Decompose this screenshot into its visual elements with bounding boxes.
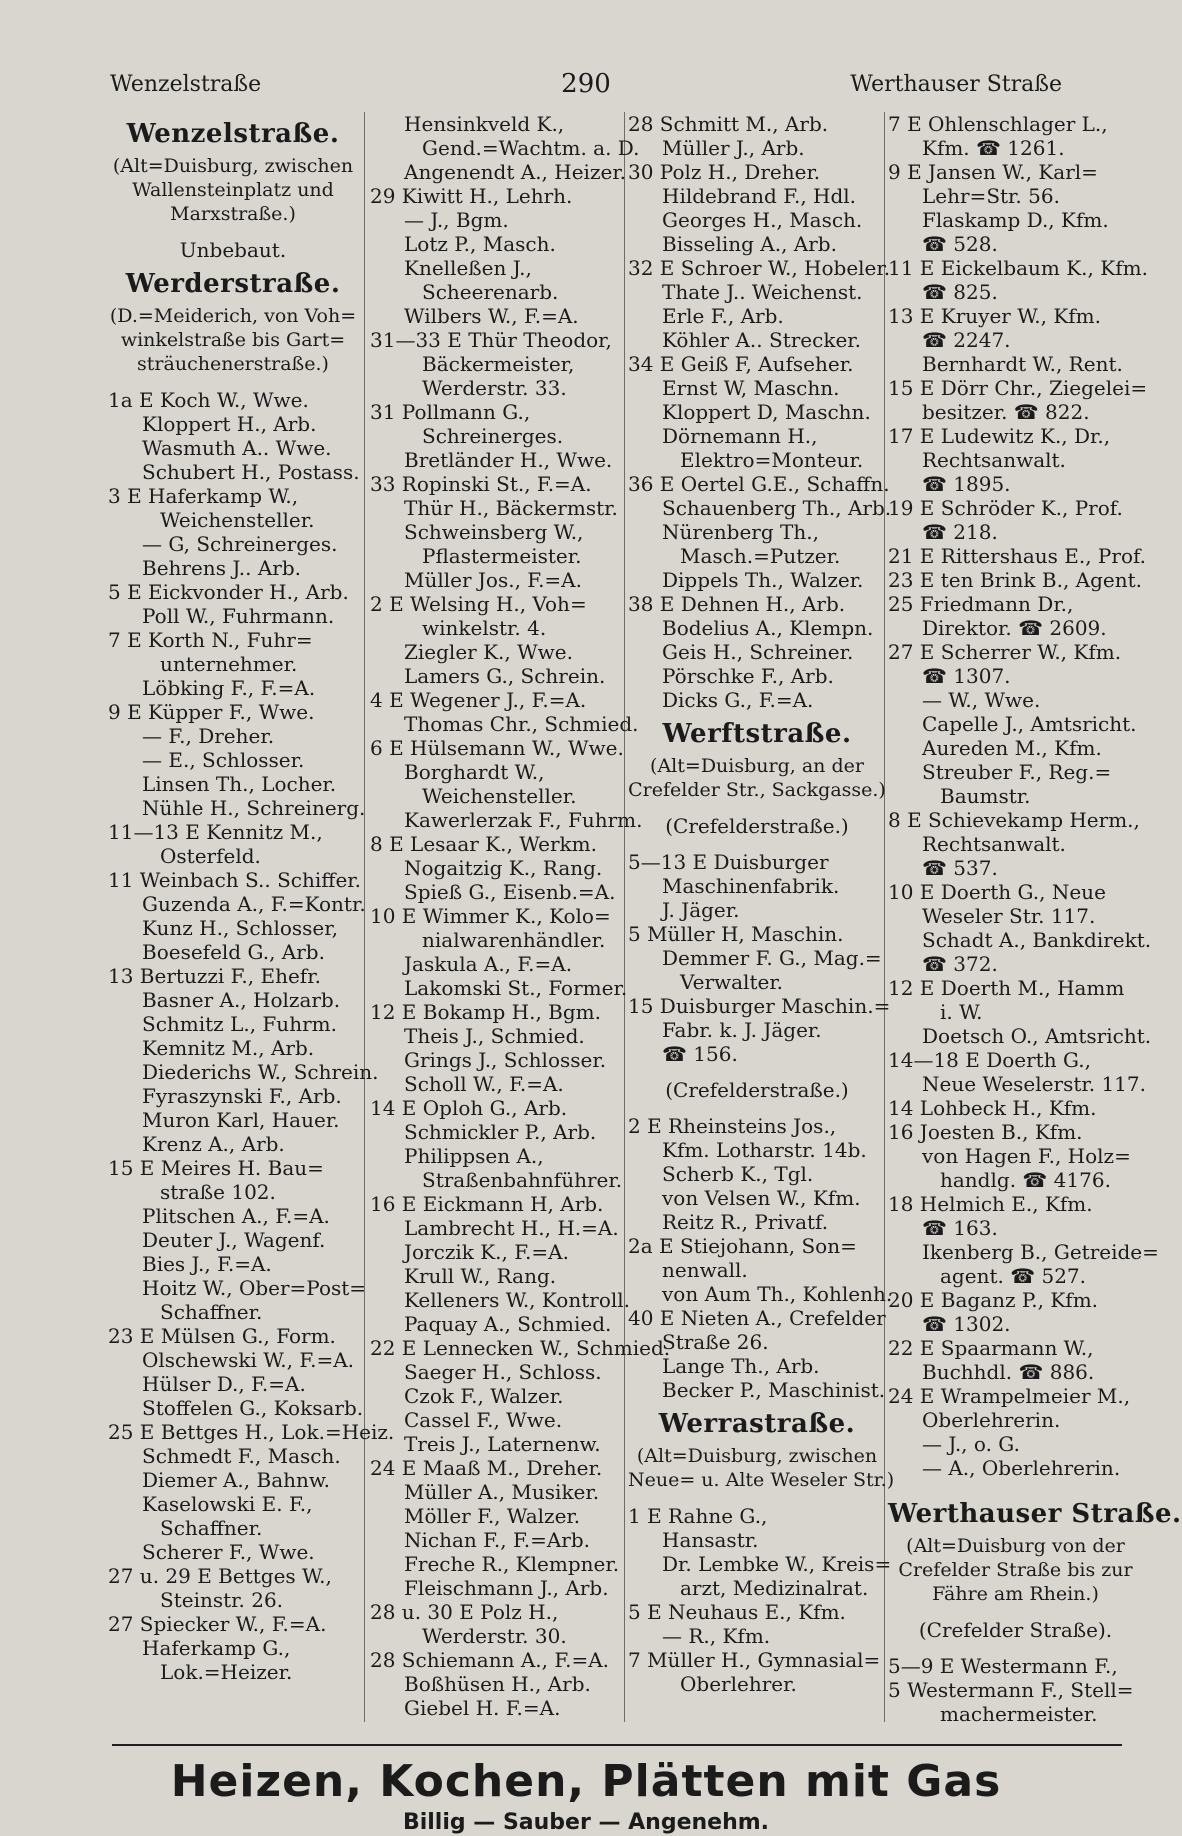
spacer (628, 1102, 886, 1114)
directory-entry: machermeister. (940, 1702, 1098, 1726)
directory-entry: Theis J., Schmied. (404, 1024, 585, 1048)
directory-entry: Kemnitz M., Arb. (142, 1036, 315, 1060)
directory-entry: Hansastr. (662, 1528, 759, 1552)
directory-entry: Bretländer H., Wwe. (404, 448, 613, 472)
directory-entry: 10 E Wimmer K., Kolo= (370, 904, 611, 928)
directory-entry: 2 E Rheinsteins Jos., (628, 1114, 837, 1138)
directory-entry: Lotz P., Masch. (404, 232, 556, 256)
directory-entry: Cassel F., Wwe. (404, 1408, 563, 1432)
directory-entry: 5—9 E Westermann F., (888, 1654, 1118, 1678)
header-left: Wenzelstraße (110, 71, 262, 97)
directory-entry: Weichensteller. (422, 784, 577, 808)
directory-entry: Bäckermeister, (422, 352, 575, 376)
directory-entry: Kawerlerzak F., Fuhrm. (404, 808, 643, 832)
directory-entry: — J., o. G. (922, 1432, 1020, 1456)
directory-entry: 3 E Haferkamp W., (108, 484, 299, 508)
directory-entry: 9 E Küpper F., Wwe. (108, 700, 315, 724)
directory-entry: besitzer. ☎ 822. (922, 400, 1090, 424)
directory-entry: Nichan F., F.=Arb. (404, 1528, 591, 1552)
directory-entry: 16 E Eickmann H, Arb. (370, 1192, 604, 1216)
directory-entry: Weseler Str. 117. (922, 904, 1096, 928)
directory-entry: Dörnemann H., (662, 424, 818, 448)
directory-entry: nenwall. (662, 1258, 748, 1282)
directory-entry: Osterfeld. (160, 844, 261, 868)
directory-entry: 21 E Rittershaus E., Prof. (888, 544, 1147, 568)
directory-entry: Kunz H., Schlosser, (142, 916, 338, 940)
directory-entry: arzt, Medizinalrat. (680, 1576, 869, 1600)
street-heading: Werderstraße. (125, 269, 341, 299)
directory-entry: Geis H., Schreiner. (662, 640, 854, 664)
directory-entry: 34 E Geiß F, Aufseher. (628, 352, 854, 376)
directory-entry: 33 Ropinski St., F.=A. (370, 472, 592, 496)
directory-entry: Grings J., Schlosser. (404, 1048, 607, 1072)
directory-entry: 17 E Ludewitz K., Dr., (888, 424, 1111, 448)
directory-entry: Erle F., Arb. (662, 304, 784, 328)
directory-entry: 1a E Koch W., Wwe. (108, 388, 309, 412)
street-note: Crefelder Str., Sackgasse.) (628, 779, 886, 801)
directory-entry: Jaskula A., F.=A. (404, 952, 573, 976)
directory-entry: Schmedt F., Masch. (142, 1444, 341, 1468)
advert-slogan: Billig — Sauber — Angenehm. (402, 1810, 770, 1835)
directory-entry: ☎ 825. (922, 280, 998, 304)
street-heading: Werftstraße. (662, 719, 852, 749)
directory-entry: Thate J.. Weichenst. (662, 280, 863, 304)
directory-entry: Boßhüsen H., Arb. (404, 1672, 591, 1696)
directory-entry: Reitz R., Privatf. (662, 1210, 829, 1234)
directory-entry: — W., Wwe. (922, 688, 1041, 712)
directory-entry: Müller J., Arb. (662, 136, 805, 160)
street-note: Crefelder Straße bis zur (898, 1559, 1133, 1581)
directory-entry: Werderstr. 30. (422, 1624, 567, 1648)
directory-entry: Wasmuth A.. Wwe. (142, 436, 332, 460)
directory-entry: Ziegler K., Wwe. (404, 640, 573, 664)
directory-entry: Nürenberg Th., (662, 520, 819, 544)
directory-entry: Georges H., Masch. (662, 208, 863, 232)
directory-entry: 15 Duisburger Maschin.= (628, 994, 891, 1018)
directory-entry: Philippsen A., (404, 1144, 544, 1168)
directory-entry: 29 Kiwitt H., Lehrh. (370, 184, 573, 208)
directory-entry: Bodelius A., Klempn. (662, 616, 874, 640)
directory-entry: Pörschke F., Arb. (662, 664, 834, 688)
directory-entry: 22 E Spaarmann W., (888, 1336, 1094, 1360)
directory-entry: 31—33 E Thür Theodor, (370, 328, 612, 352)
street-note: Wallensteinplatz und (132, 179, 334, 201)
directory-entry: Muron Karl, Hauer. (142, 1108, 340, 1132)
directory-entry: Werderstr. 33. (422, 376, 567, 400)
directory-entry: Jorczik K., F.=A. (404, 1240, 569, 1264)
directory-entry: Kloppert H., Arb. (142, 412, 317, 436)
section-label: (Crefelder Straße). (918, 1618, 1113, 1642)
directory-entry: Lambrecht H., H.=A. (404, 1216, 619, 1240)
directory-entry: Guzenda A., F.=Kontr. (142, 892, 366, 916)
directory-entry: 10 E Doerth G., Neue (888, 880, 1106, 904)
directory-entry: J. Jäger. (662, 898, 740, 922)
directory-entry: agent. ☎ 527. (940, 1264, 1086, 1288)
directory-entry: 24 E Maaß M., Dreher. (370, 1456, 603, 1480)
directory-entry: Scherer F., Wwe. (142, 1540, 315, 1564)
directory-entry: Verwalter. (680, 970, 784, 994)
directory-entry: 16 Joesten B., Kfm. (888, 1120, 1083, 1144)
spacer (888, 1480, 1143, 1492)
directory-entry: 25 E Bettges H., Lok.=Heiz. (108, 1420, 395, 1444)
directory-entry: Kaselowski E. F., (142, 1492, 313, 1516)
street-heading: Werrastraße. (658, 1409, 856, 1439)
directory-entry: Schauenberg Th., Arb. (662, 496, 892, 520)
page-header (110, 64, 1062, 104)
directory-entry: Straßenbahnführer. (422, 1168, 623, 1192)
directory-entry: Linsen Th., Locher. (142, 772, 337, 796)
directory-entry: 14—18 E Doerth G., (888, 1048, 1091, 1072)
directory-entry: 25 Friedmann Dr., (888, 592, 1074, 616)
column-4 (888, 112, 1182, 1732)
directory-entry: 11 E Eickelbaum K., Kfm. (888, 256, 1148, 280)
directory-entry: Lakomski St., Former. (404, 976, 628, 1000)
directory-entry: Weichensteller. (160, 508, 315, 532)
header-right: Werthauser Straße (850, 71, 1062, 97)
directory-entry: 23 E Mülsen G., Form. (108, 1324, 336, 1348)
spacer (628, 802, 886, 814)
directory-entry: Rechtsanwalt. (922, 832, 1066, 856)
directory-entry: Baumstr. (940, 784, 1031, 808)
directory-entry: Stoffelen G., Koksarb. (142, 1396, 364, 1420)
directory-entry: Hülser D., F.=A. (142, 1372, 306, 1396)
directory-entry: 7 Müller H., Gymnasial= (628, 1648, 881, 1672)
directory-entry: Giebel H. F.=A. (404, 1696, 561, 1720)
directory-entry: Schreinerges. (422, 424, 564, 448)
directory-entry: 31 Pollmann G., (370, 400, 531, 424)
directory-entry: Ikenberg B., Getreide= (922, 1240, 1159, 1264)
directory-entry: ☎ 537. (922, 856, 998, 880)
directory-entry: 22 E Lennecken W., Schmied. (370, 1336, 671, 1360)
directory-entry: 5 E Eickvonder H., Arb. (108, 580, 349, 604)
directory-entry: ☎ 156. (662, 1042, 738, 1066)
directory-entry: Pflastermeister. (422, 544, 582, 568)
directory-entry: Spieß G., Eisenb.=A. (404, 880, 616, 904)
directory-entry: 28 Schiemann A., F.=A. (370, 1648, 610, 1672)
directory-entry: von Hagen F., Holz= (922, 1144, 1131, 1168)
directory-entry: 5—13 E Duisburger (628, 850, 829, 874)
directory-entry: ☎ 1307. (922, 664, 1011, 688)
directory-entry: Scheerenarb. (422, 280, 559, 304)
directory-entry: Lamers G., Schrein. (404, 664, 606, 688)
directory-entry: Schweinsberg W., (404, 520, 584, 544)
directory-entry: Buchhdl. ☎ 886. (922, 1360, 1095, 1384)
directory-entry: Diederichs W., Schrein. (142, 1060, 379, 1084)
advert-rule (112, 1744, 1122, 1746)
street-note: (Alt=Duisburg, zwischen (112, 155, 354, 177)
directory-entry: 14 E Oploh G., Arb. (370, 1096, 568, 1120)
directory-entry: Plitschen A., F.=A. (142, 1204, 330, 1228)
directory-entry: Masch.=Putzer. (680, 544, 841, 568)
street-heading: Werthauser Straße. (888, 1499, 1182, 1529)
directory-entry: Steinstr. 26. (160, 1588, 284, 1612)
directory-entry: ☎ 372. (922, 952, 998, 976)
directory-entry: Behrens J.. Arb. (142, 556, 302, 580)
directory-entry: 12 E Doerth M., Hamm (888, 976, 1125, 1000)
directory-entry: Nogaitzig K., Rang. (404, 856, 603, 880)
directory-entry: Krenz A., Arb. (142, 1132, 285, 1156)
directory-entry: Schubert H., Postass. (142, 460, 360, 484)
street-note: (Alt=Duisburg, zwischen (636, 1445, 878, 1467)
directory-entry: Lok.=Heizer. (160, 1660, 293, 1684)
directory-entry: Dicks G., F.=A. (662, 688, 814, 712)
directory-entry: i. W. (940, 1000, 983, 1024)
directory-entry: Fleischmann J., Arb. (404, 1576, 609, 1600)
directory-entry: 28 u. 30 E Polz H., (370, 1600, 559, 1624)
street-note: (Alt=Duisburg, an der (650, 755, 864, 777)
directory-entry: Boesefeld G., Arb. (142, 940, 325, 964)
directory-entry: Deuter J., Wagenf. (142, 1228, 326, 1252)
directory-entry: unternehmer. (160, 652, 298, 676)
directory-entry: Maschinenfabrik. (662, 874, 840, 898)
directory-entry: — J., Bgm. (404, 208, 509, 232)
directory-entry: 8 E Schievekamp Herm., (888, 808, 1140, 832)
directory-entry: 13 E Kruyer W., Kfm. (888, 304, 1101, 328)
directory-entry: Krull W., Rang. (404, 1264, 557, 1288)
directory-entry: Oberlehrer. (680, 1672, 797, 1696)
directory-entry: — A., Oberlehrerin. (922, 1456, 1121, 1480)
directory-entry: Neue Weselerstr. 117. (922, 1072, 1146, 1096)
spacer (628, 1066, 886, 1078)
page-number: 290 (561, 69, 611, 99)
directory-entry: Saeger H., Schloss. (404, 1360, 602, 1384)
directory-entry: 23 E ten Brink B., Agent. (888, 568, 1143, 592)
street-note: (D.=Meiderich, von Voh= (109, 305, 357, 327)
directory-entry: 20 E Baganz P., Kfm. (888, 1288, 1099, 1312)
advert-headline: Heizen, Kochen, Plätten mit Gas (170, 1756, 1002, 1807)
directory-entry: Schaffner. (160, 1516, 263, 1540)
directory-entry: Direktor. ☎ 2609. (922, 616, 1107, 640)
directory-entry: Hensinkveld K., (404, 112, 565, 136)
street-note: Neue= u. Alte Weseler Str.) (628, 1469, 895, 1491)
directory-entry: ☎ 2247. (922, 328, 1011, 352)
directory-entry: Hildebrand F., Hdl. (662, 184, 857, 208)
directory-entry: 5 E Neuhaus E., Kfm. (628, 1600, 846, 1624)
directory-entry: Köhler A.. Strecker. (662, 328, 862, 352)
directory-entry: Knelleßen J., (404, 256, 532, 280)
directory-entry: Lehr=Str. 56. (922, 184, 1060, 208)
directory-entry: 2a E Stiejohann, Son= (628, 1234, 857, 1258)
directory-entry: 15 E Dörr Chr., Ziegelei= (888, 376, 1148, 400)
directory-entry: 11—13 E Kennitz M., (108, 820, 323, 844)
directory-entry: Müller A., Musiker. (404, 1480, 600, 1504)
directory-entry: Bisseling A., Arb. (662, 232, 837, 256)
directory-entry: von Aum Th., Kohlenh. (662, 1282, 893, 1306)
directory-entry: Poll W., Fuhrmann. (142, 604, 335, 628)
directory-entry: Capelle J., Amtsricht. (922, 712, 1137, 736)
directory-entry: 6 E Hülsemann W., Wwe. (370, 736, 624, 760)
directory-entry: ☎ 163. (922, 1216, 998, 1240)
directory-entry: 4 E Wegener J., F.=A. (370, 688, 587, 712)
column-3 (628, 112, 895, 1732)
directory-entry: 27 Spiecker W., F.=A. (108, 1612, 327, 1636)
directory-entry: 8 E Lesaar K., Werkm. (370, 832, 597, 856)
directory-entry: Paquay A., Schmied. (404, 1312, 612, 1336)
directory-entry: 18 Helmich E., Kfm. (888, 1192, 1093, 1216)
directory-entry: 11 Weinbach S.. Schiffer. (108, 868, 362, 892)
directory-entry: Straße 26. (662, 1330, 769, 1354)
column-2 (370, 112, 671, 1732)
section-label: (Crefelderstraße.) (665, 1078, 849, 1102)
spacer (108, 226, 358, 238)
directory-entry: Freche R., Klempner. (404, 1552, 620, 1576)
directory-entry: — F., Dreher. (142, 724, 275, 748)
directory-entry: 24 E Wrampelmeier M., (888, 1384, 1131, 1408)
directory-entry: Czok F., Walzer. (404, 1384, 564, 1408)
directory-entry: Elektro=Monteur. (680, 448, 864, 472)
directory-entry: Scholl W., F.=A. (404, 1072, 564, 1096)
directory-entry: Lange Th., Arb. (662, 1354, 820, 1378)
spacer (108, 376, 358, 388)
directory-entry: — R., Kfm. (662, 1624, 771, 1648)
spacer (628, 1492, 886, 1504)
directory-entry: Schmitz L., Fuhrm. (142, 1012, 337, 1036)
directory-entry: ☎ 528. (922, 232, 998, 256)
directory-entry: 1 E Rahne G., (628, 1504, 768, 1528)
street-heading: Wenzelstraße. (126, 119, 340, 149)
directory-entry: 9 E Jansen W., Karl= (888, 160, 1098, 184)
directory-entry: 12 E Bokamp H., Bgm. (370, 1000, 602, 1024)
directory-entry: Möller F., Walzer. (404, 1504, 581, 1528)
street-note: (Alt=Duisburg von der (906, 1535, 1125, 1557)
directory-entry: Doetsch O., Amtsricht. (922, 1024, 1152, 1048)
spacer (888, 1642, 1143, 1654)
directory-entry: Schmickler P., Arb. (404, 1120, 597, 1144)
directory-entry: 30 Polz H., Dreher. (628, 160, 821, 184)
spacer (888, 1606, 1143, 1618)
directory-entry: 7 E Ohlenschlager L., (888, 112, 1108, 136)
directory-entry: Kloppert D, Maschn. (662, 400, 871, 424)
directory-entry: Diemer A., Bahnw. (142, 1468, 330, 1492)
directory-entry: Kfm. Lotharstr. 14b. (662, 1138, 867, 1162)
directory-entry: 5 Westermann F., Stell= (888, 1678, 1134, 1702)
directory-entry: Aureden M., Kfm. (922, 736, 1102, 760)
directory-entry: Schaffner. (160, 1300, 263, 1324)
directory-entry: Streuber F., Reg.= (922, 760, 1112, 784)
directory-entry: Basner A., Holzarb. (142, 988, 341, 1012)
street-note: Marxstraße.) (170, 203, 296, 225)
directory-entry: Kfm. ☎ 1261. (922, 136, 1065, 160)
directory-entry: ☎ 218. (922, 520, 998, 544)
street-note: sträuchenerstraße.) (137, 353, 329, 375)
directory-entry: Oberlehrerin. (922, 1408, 1061, 1432)
directory-entry: 15 E Meires H. Bau= (108, 1156, 324, 1180)
directory-entry: — E., Schlosser. (142, 748, 305, 772)
directory-entry: 5 Müller H, Maschin. (628, 922, 844, 946)
directory-entry: Becker P., Maschinist. (662, 1378, 886, 1402)
directory-entry: 32 E Schroer W., Hobeler. (628, 256, 891, 280)
directory-entry: Haferkamp G., (142, 1636, 291, 1660)
directory-entry: Kelleners W., Kontroll. (404, 1288, 631, 1312)
directory-entry: Angenendt A., Heizer. (404, 160, 627, 184)
directory-entry: Hoitz W., Ober=Post= (142, 1276, 367, 1300)
directory-entry: Dr. Lembke W., Kreis= (662, 1552, 892, 1576)
directory-entry: Treis J., Laternenw. (404, 1432, 601, 1456)
section-label: (Crefelderstraße.) (665, 814, 849, 838)
directory-entry: von Velsen W., Kfm. (662, 1186, 861, 1210)
directory-entry: Dippels Th., Walzer. (662, 568, 864, 592)
directory-entry: 2 E Welsing H., Voh= (370, 592, 587, 616)
directory-entry: 14 Lohbeck H., Kfm. (888, 1096, 1097, 1120)
directory-entry: Thomas Chr., Schmied. (404, 712, 639, 736)
directory-entry: 38 E Dehnen H., Arb. (628, 592, 846, 616)
directory-entry: 27 u. 29 E Bettges W., (108, 1564, 332, 1588)
directory-entry: 28 Schmitt M., Arb. (628, 112, 829, 136)
directory-entry: Bernhardt W., Rent. (922, 352, 1123, 376)
directory-entry: ☎ 1302. (922, 1312, 1011, 1336)
directory-entry: 13 Bertuzzi F., Ehefr. (108, 964, 321, 988)
directory-entry: Fabr. k. J. Jäger. (662, 1018, 822, 1042)
directory-entry: 40 E Nieten A., Crefelder (628, 1306, 886, 1330)
directory-entry: Müller Jos., F.=A. (404, 568, 582, 592)
column-1 (108, 112, 395, 1732)
directory-entry: 7 E Korth N., Fuhr= (108, 628, 313, 652)
street-note: Fähre am Rhein.) (932, 1583, 1099, 1605)
street-note: winkelstraße bis Gart= (120, 329, 346, 351)
directory-entry: nialwarenhändler. (422, 928, 606, 952)
directory-entry: Gend.=Wachtm. a. D. (422, 136, 640, 160)
directory-entry: Rechtsanwalt. (922, 448, 1066, 472)
directory-entry: Flaskamp D., Kfm. (922, 208, 1109, 232)
section-label: Unbebaut. (179, 238, 287, 262)
directory-entry: handlg. ☎ 4176. (940, 1168, 1111, 1192)
directory-entry: Fyraszynski F., Arb. (142, 1084, 342, 1108)
directory-entry: Borghardt W., (404, 760, 545, 784)
directory-columns (108, 112, 1182, 1732)
directory-entry: 27 E Scherrer W., Kfm. (888, 640, 1122, 664)
directory-entry: Scherb K., Tgl. (662, 1162, 814, 1186)
directory-entry: winkelstr. 4. (422, 616, 547, 640)
directory-entry: Olschewski W., F.=A. (142, 1348, 355, 1372)
directory-entry: Wilbers W., F.=A. (404, 304, 579, 328)
directory-entry: 36 E Oertel G.E., Schaffn. (628, 472, 890, 496)
directory-entry: Ernst W, Maschn. (662, 376, 840, 400)
directory-entry: ☎ 1895. (922, 472, 1011, 496)
directory-entry: 19 E Schröder K., Prof. (888, 496, 1123, 520)
directory-entry: Schadt A., Bankdirekt. (922, 928, 1152, 952)
directory-entry: Thür H., Bäckermstr. (404, 496, 618, 520)
directory-entry: straße 102. (160, 1180, 276, 1204)
directory-entry: — G, Schreinerges. (142, 532, 338, 556)
directory-entry: Bies J., F.=A. (142, 1252, 272, 1276)
directory-entry: Löbking F., F.=A. (142, 676, 316, 700)
spacer (628, 838, 886, 850)
directory-entry: Nühle H., Schreinerg. (142, 796, 366, 820)
directory-entry: Demmer F. G., Mag.= (662, 946, 882, 970)
